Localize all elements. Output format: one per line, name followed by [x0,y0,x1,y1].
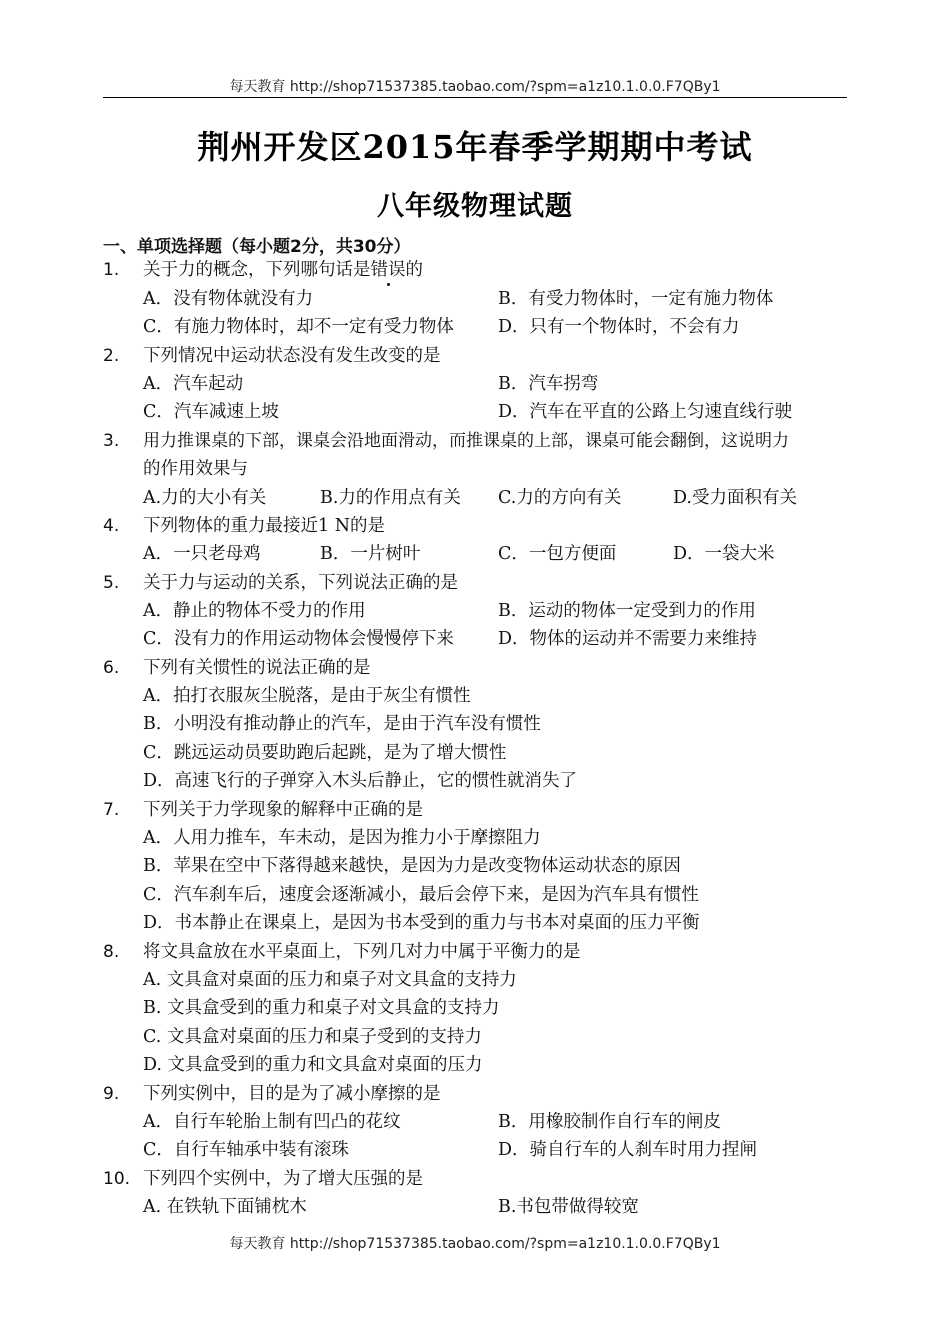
option: B．一片树叶 [320,544,421,564]
option: C．自行车轴承中装有滚珠 [143,1140,349,1160]
option: B．小明没有推动静止的汽车，是由于汽车没有惯性 [143,714,541,734]
option: A．自行车轮胎上制有凹凸的花纹 [143,1112,401,1132]
option: C．汽车减速上坡 [143,402,279,422]
option: B.书包带做得较宽 [498,1197,639,1217]
option: D．汽车在平直的公路上匀速直线行驶 [498,402,793,422]
option: D．高速飞行的子弹穿入木头后静止，它的惯性就消失了 [143,771,578,791]
option: D. 文具盒受到的重力和文具盒对桌面的压力 [143,1055,483,1075]
question-stem: 下列四个实例中，为了增大压强的是 [143,1169,423,1189]
question-stem: 下列有关惯性的说法正确的是 [143,658,371,678]
question-number: 9. [103,1084,120,1104]
question-stem: 下列物体的重力最接近1 N的是 [143,516,386,536]
option: A. 在铁轨下面铺枕木 [143,1197,307,1217]
question-number: 5. [103,573,120,593]
question-number: 4. [103,516,120,536]
option: A．人用力推车，车未动，是因为推力小于摩擦阻力 [143,828,541,848]
option: C．有施力物体时，却不一定有受力物体 [143,317,454,337]
option: A. 文具盒对桌面的压力和桌子对文具盒的支持力 [143,970,517,990]
option: C. 文具盒对桌面的压力和桌子受到的支持力 [143,1027,482,1047]
question-stem: 将文具盒放在水平桌面上，下列几对力中属于平衡力的是 [143,942,581,962]
option: D．一袋大米 [673,544,775,564]
emphasized-text: 错误 [370,260,406,280]
header-rule [103,97,847,98]
option: B. 文具盒受到的重力和桌子对文具盒的支持力 [143,998,500,1018]
option: A．拍打衣服灰尘脱落，是由于灰尘有惯性 [143,686,471,706]
option: C．汽车刹车后，速度会逐渐减小，最后会停下来，是因为汽车具有惯性 [143,885,699,905]
page-footer: 每天教育 http://shop71537385.taobao.com/?spm=a1z10.1.0.0.F7QBy1 [229,1236,721,1252]
question-stem: 关于力与运动的关系，下列说法正确的是 [143,573,458,593]
question-number: 3. [103,431,120,451]
question-stem: 下列情况中运动状态没有发生改变的是 [143,346,441,366]
question-stem: 下列实例中，目的是为了减小摩擦的是 [143,1084,441,1104]
option: D．骑自行车的人刹车时用力捏闸 [498,1140,758,1160]
option: D．物体的运动并不需要力来维持 [498,629,758,649]
option: D.受力面积有关 [673,488,797,508]
question-number: 8. [103,942,120,962]
question-number: 7. [103,800,120,820]
question-stem: 用力推课桌的下部，课桌会沿地面滑动，而推课桌的上部，课桌可能会翻倒，这说明力 [143,431,789,451]
question-number: 10. [103,1169,131,1189]
option: B．苹果在空中下落得越来越快，是因为力是改变物体运动状态的原因 [143,856,681,876]
option: B.力的作用点有关 [320,488,461,508]
question-stem: 下列关于力学现象的解释中正确的是 [143,800,423,820]
option: C.力的方向有关 [498,488,622,508]
option: C．一包方便面 [498,544,617,564]
section-heading: 一、单项选择题（每小题2分，共30分） [103,237,411,257]
option: B．汽车拐弯 [498,374,599,394]
question-number: 6. [103,658,120,678]
stem-text: 关于力的概念，下列哪句话是 [143,260,371,280]
exam-title: 荆州开发区2015年春季学期期中考试 [197,128,753,166]
option: A．汽车起动 [143,374,244,394]
question-stem-continued: 的作用效果与 [143,459,248,479]
question-stem [143,259,423,281]
option: A．静止的物体不受力的作用 [143,601,366,621]
option: C．没有力的作用运动物体会慢慢停下来 [143,629,454,649]
page-header: 每天教育 http://shop71537385.taobao.com/?spm=a1z10.1.0.0.F7QBy1 [229,79,721,95]
question-number: 1. [103,260,120,280]
option: D．书本静止在课桌上，是因为书本受到的重力与书本对桌面的压力平衡 [143,913,700,933]
question-number: 2. [103,346,120,366]
option: C．跳远运动员要助跑后起跳，是为了增大惯性 [143,743,507,763]
exam-subtitle: 八年级物理试题 [377,191,573,222]
option: A.力的大小有关 [143,488,267,508]
option: A．一只老母鸡 [143,544,261,564]
option: A．没有物体就没有力 [143,289,314,309]
option: B．用橡胶制作自行车的闸皮 [498,1112,721,1132]
option: B．运动的物体一定受到力的作用 [498,601,756,621]
stem-text: 的 [405,260,423,280]
option: D．只有一个物体时，不会有力 [498,317,740,337]
option: B．有受力物体时，一定有施力物体 [498,289,774,309]
